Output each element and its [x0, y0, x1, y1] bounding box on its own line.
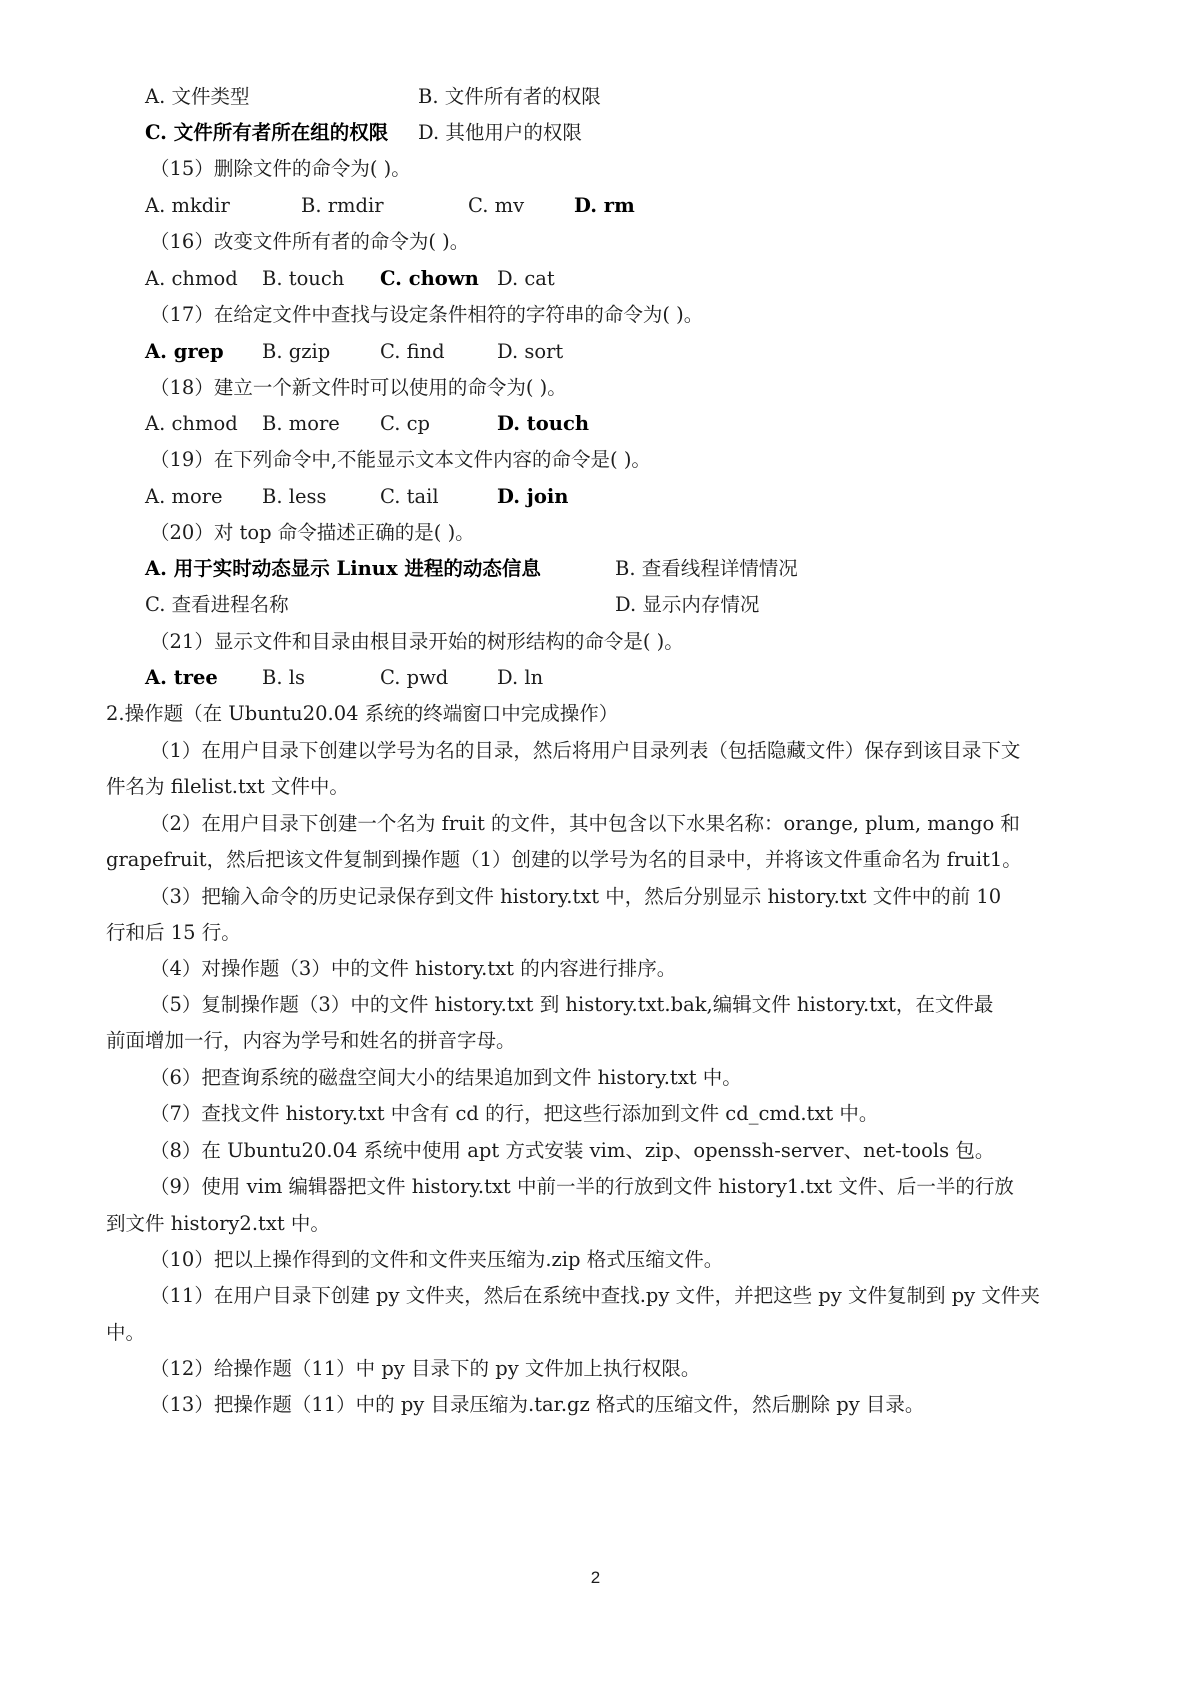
q17-stem: （17）在给定文件中查找与设定条件相符的字符串的命令为( )。	[150, 303, 704, 326]
op-1-line-1: （1）在用户目录下创建以学号为名的目录，然后将用户目录列表（包括隐藏文件）保存到该目录下文	[150, 739, 1021, 762]
q16-option-c: C. chown	[380, 267, 479, 290]
op-11-line-2: 中。	[106, 1321, 146, 1344]
q20-option-c: C. 查看进程名称	[145, 593, 289, 616]
op-2-line-2: grapefruit，然后把该文件复制到操作题（1）创建的以学号为名的目录中，并将该文件重命名为 fruit1。	[106, 848, 1022, 871]
q19-option-a: A. more	[145, 485, 223, 508]
q14-option-a: A. 文件类型	[145, 85, 250, 108]
q17-option-b: B. gzip	[262, 340, 331, 363]
q20-option-a: A. 用于实时动态显示 Linux 进程的动态信息	[145, 557, 541, 580]
q18-stem: （18）建立一个新文件时可以使用的命令为( )。	[150, 376, 567, 399]
op-7-line-1: （7）查找文件 history.txt 中含有 cd 的行，把这些行添加到文件 cd_cmd.txt 中。	[150, 1102, 879, 1125]
q20-stem: （20）对 top 命令描述正确的是( )。	[150, 521, 475, 544]
op-9-line-2: 到文件 history2.txt 中。	[106, 1212, 330, 1235]
q18-option-c: C. cp	[380, 412, 431, 435]
q19-option-c: C. tail	[380, 485, 439, 508]
q18-option-b: B. more	[262, 412, 340, 435]
op-2-line-1: （2）在用户目录下创建一个名为 fruit 的文件，其中包含以下水果名称：orange, plum, mango 和	[150, 812, 1020, 835]
q16-option-b: B. touch	[262, 267, 345, 290]
q15-option-b: B. rmdir	[301, 194, 384, 217]
op-3-line-2: 行和后 15 行。	[106, 921, 241, 944]
q16-option-a: A. chmod	[145, 267, 238, 290]
page-number: 2	[590, 1568, 601, 1587]
op-11-line-1: （11）在用户目录下创建 py 文件夹，然后在系统中查找.py 文件，并把这些 py 文件复制到 py 文件夹	[150, 1284, 1040, 1307]
q19-stem: （19）在下列命令中,不能显示文本文件内容的命令是( )。	[150, 448, 651, 471]
op-4-line-1: （4）对操作题（3）中的文件 history.txt 的内容进行排序。	[150, 957, 677, 980]
q19-option-b: B. less	[262, 485, 327, 508]
op-9-line-1: （9）使用 vim 编辑器把文件 history.txt 中前一半的行放到文件 history1.txt 文件、后一半的行放	[150, 1175, 1014, 1198]
q20-option-b: B. 查看线程详情情况	[615, 557, 798, 580]
q18-option-d: D. touch	[497, 412, 590, 435]
q14-option-d: D. 其他用户的权限	[418, 121, 582, 144]
q17-option-d: D. sort	[497, 340, 564, 363]
q15-option-a: A. mkdir	[145, 194, 230, 217]
op-3-line-1: （3）把输入命令的历史记录保存到文件 history.txt 中，然后分别显示 history.txt 文件中的前 10	[150, 885, 1002, 908]
q16-stem: （16）改变文件所有者的命令为( )。	[150, 230, 470, 253]
op-8-line-1: （8）在 Ubuntu20.04 系统中使用 apt 方式安装 vim、zip、openssh-server、net-tools 包。	[150, 1139, 995, 1162]
op-13-line-1: （13）把操作题（11）中的 py 目录压缩为.tar.gz 格式的压缩文件，然后删除 py 目录。	[150, 1393, 925, 1416]
q21-stem: （21）显示文件和目录由根目录开始的树形结构的命令是( )。	[150, 630, 684, 653]
q21-option-c: C. pwd	[380, 666, 449, 689]
q18-option-a: A. chmod	[145, 412, 238, 435]
op-5-line-1: （5）复制操作题（3）中的文件 history.txt 到 history.txt.bak,编辑文件 history.txt，在文件最	[150, 993, 994, 1016]
q16-option-d: D. cat	[497, 267, 555, 290]
op-5-line-2: 前面增加一行，内容为学号和姓名的拼音字母。	[106, 1029, 516, 1052]
op-6-line-1: （6）把查询系统的磁盘空间大小的结果追加到文件 history.txt 中。	[150, 1066, 742, 1089]
op-1-line-2: 件名为 filelist.txt 文件中。	[106, 775, 349, 798]
q20-option-d: D. 显示内存情况	[615, 593, 760, 616]
q14-option-b: B. 文件所有者的权限	[418, 85, 601, 108]
q21-option-a: A. tree	[145, 666, 218, 689]
q14-option-c: C. 文件所有者所在组的权限	[145, 121, 389, 144]
q15-option-c: C. mv	[468, 194, 525, 217]
q17-option-a: A. grep	[145, 340, 224, 363]
q21-option-d: D. ln	[497, 666, 544, 689]
op-10-line-1: （10）把以上操作得到的文件和文件夹压缩为.zip 格式压缩文件。	[150, 1248, 724, 1271]
q21-option-b: B. ls	[262, 666, 305, 689]
section-2-heading: 2.操作题（在 Ubuntu20.04 系统的终端窗口中完成操作）	[106, 702, 619, 725]
q19-option-d: D. join	[497, 485, 569, 508]
q17-option-c: C. find	[380, 340, 445, 363]
q15-stem: （15）删除文件的命令为( )。	[150, 157, 411, 180]
op-12-line-1: （12）给操作题（11）中 py 目录下的 py 文件加上执行权限。	[150, 1357, 701, 1380]
q15-option-d: D. rm	[574, 194, 635, 217]
